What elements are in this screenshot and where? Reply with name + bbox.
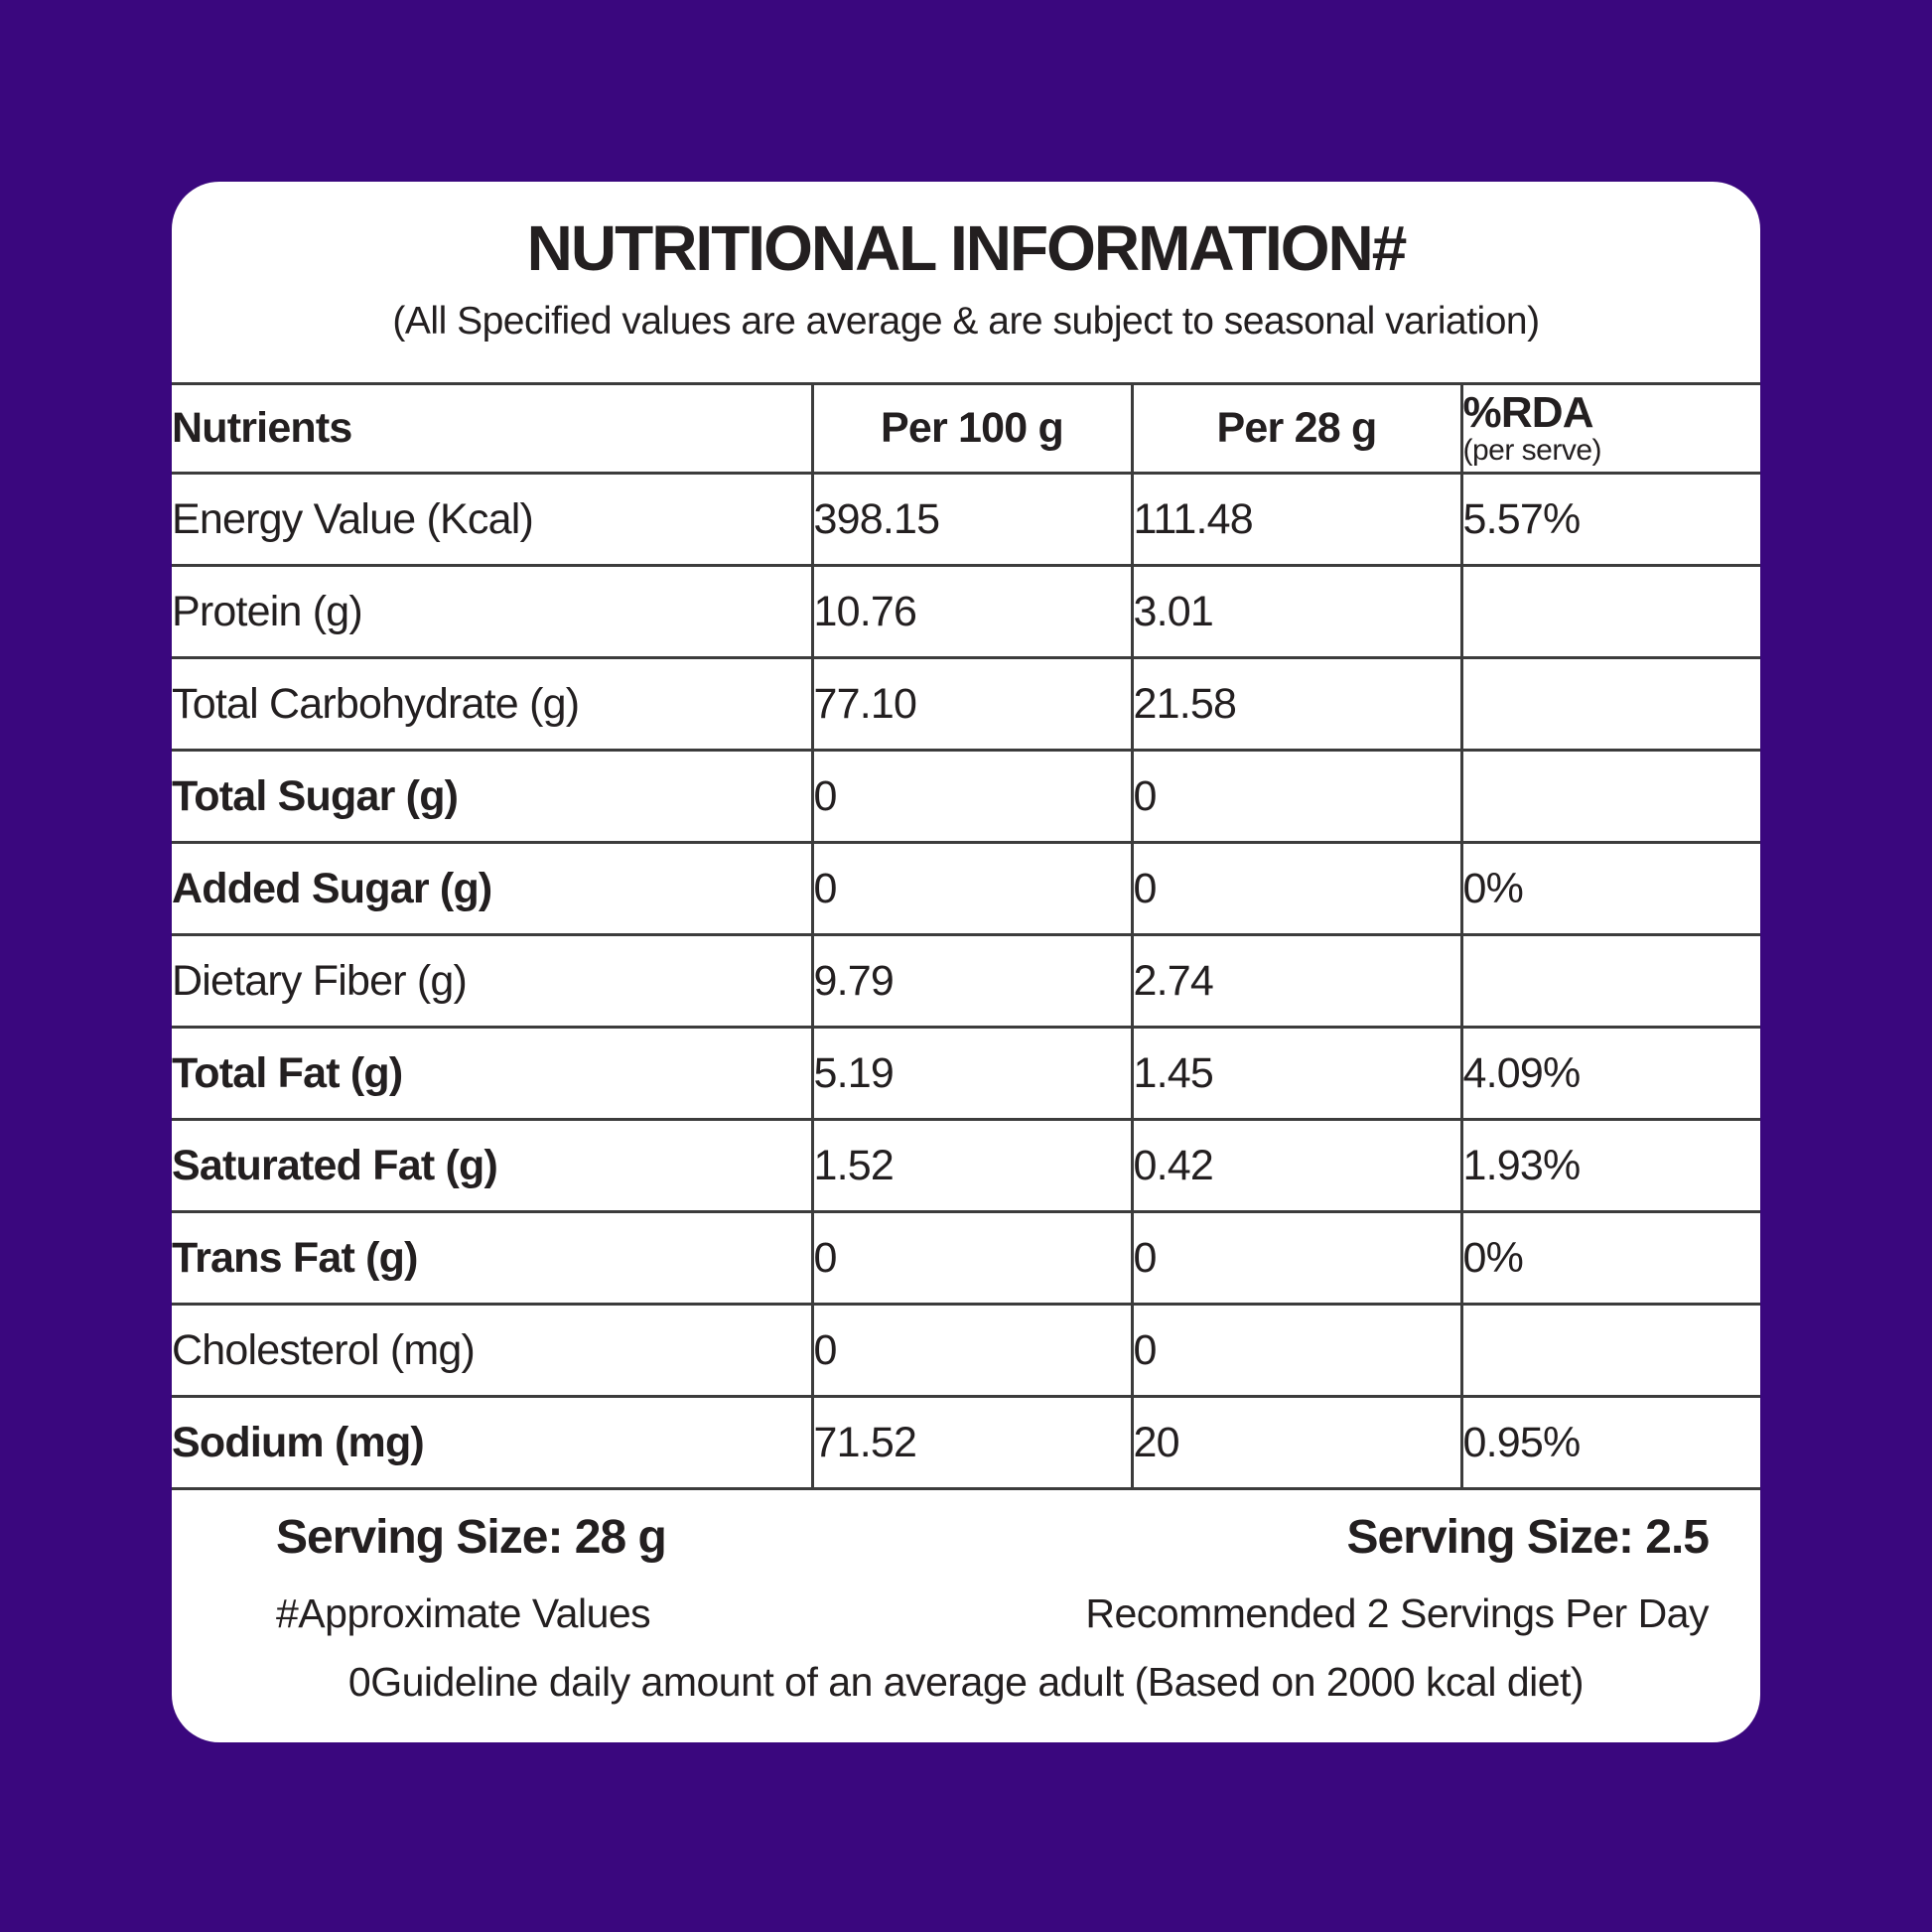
table-row — [172, 751, 1760, 843]
nutrient-label: Sodium (mg) — [172, 1418, 424, 1466]
approximate-values-note: #Approximate Values — [276, 1590, 651, 1637]
nutrient-label: Total Sugar (g) — [172, 771, 459, 820]
per-100g-value: 0 — [812, 1212, 1132, 1305]
per-28g-value: 3.01 — [1132, 566, 1461, 658]
serving-size-right: Serving Size: 2.5 — [1346, 1511, 1709, 1565]
guideline-note: 0Guideline daily amount of an average adult (Based on 2000 kcal diet) — [347, 1659, 1585, 1706]
page-subtitle: (All Specified values are average & are subject to seasonal variation) — [392, 300, 1540, 344]
header-nutrients: Nutrients — [172, 404, 352, 453]
per-100g-value: 9.79 — [812, 935, 1132, 1028]
serving-size-left: Serving Size: 28 g — [276, 1511, 666, 1565]
nutrition-table — [172, 382, 1760, 1490]
rda-value: 5.57% — [1461, 474, 1760, 566]
notes-row — [172, 1590, 1760, 1637]
per-100g-value: 0 — [812, 1305, 1132, 1397]
header-per-28g: Per 28 g — [1132, 384, 1461, 474]
table-row — [172, 1212, 1760, 1305]
rda-value — [1461, 566, 1760, 658]
per-100g-value: 10.76 — [812, 566, 1132, 658]
per-28g-value: 0 — [1132, 843, 1461, 935]
per-100g-value: 77.10 — [812, 658, 1132, 751]
table-row — [172, 843, 1760, 935]
table-header-row — [172, 384, 1760, 474]
per-100g-value: 0 — [812, 843, 1132, 935]
nutrient-label: Total Fat (g) — [172, 1048, 403, 1097]
nutrient-label: Cholesterol (mg) — [172, 1325, 476, 1374]
per-28g-value: 21.58 — [1132, 658, 1461, 751]
table-row — [172, 1120, 1760, 1212]
per-100g-value: 398.15 — [812, 474, 1132, 566]
nutrient-label: Energy Value (Kcal) — [172, 494, 534, 543]
per-100g-value: 1.52 — [812, 1120, 1132, 1212]
table-row — [172, 1305, 1760, 1397]
per-28g-value: 0 — [1132, 1212, 1461, 1305]
per-28g-value: 0.42 — [1132, 1120, 1461, 1212]
rda-value — [1461, 1305, 1760, 1397]
per-28g-value: 1.45 — [1132, 1028, 1461, 1120]
per-28g-value: 20 — [1132, 1397, 1461, 1489]
recommended-servings-note: Recommended 2 Servings Per Day — [1085, 1590, 1709, 1637]
table-row — [172, 474, 1760, 566]
per-28g-value: 0 — [1132, 751, 1461, 843]
table-row — [172, 566, 1760, 658]
nutrient-label: Added Sugar (g) — [172, 864, 492, 912]
nutrient-label: Protein (g) — [172, 587, 362, 635]
per-28g-value: 111.48 — [1132, 474, 1461, 566]
serving-size-row — [172, 1510, 1760, 1565]
nutrient-label: Saturated Fat (g) — [172, 1141, 498, 1189]
per-28g-value: 0 — [1132, 1305, 1461, 1397]
rda-value: 0.95% — [1461, 1397, 1760, 1489]
rda-value — [1461, 658, 1760, 751]
rda-value — [1461, 935, 1760, 1028]
page-title: NUTRITIONAL INFORMATION# — [526, 212, 1406, 284]
table-row — [172, 935, 1760, 1028]
nutrient-label: Trans Fat (g) — [172, 1233, 418, 1282]
rda-value: 1.93% — [1461, 1120, 1760, 1212]
rda-value — [1461, 751, 1760, 843]
table-row — [172, 658, 1760, 751]
header-rda-subtext: (per serve) — [1462, 433, 1602, 467]
header-rda — [1461, 384, 1760, 474]
header-per-100g: Per 100 g — [812, 384, 1132, 474]
nutrition-card — [172, 182, 1760, 1742]
per-100g-value: 0 — [812, 751, 1132, 843]
nutrient-label: Dietary Fiber (g) — [172, 956, 468, 1005]
rda-value: 4.09% — [1461, 1028, 1760, 1120]
per-100g-value: 5.19 — [812, 1028, 1132, 1120]
per-100g-value: 71.52 — [812, 1397, 1132, 1489]
rda-value: 0% — [1461, 1212, 1760, 1305]
nutrient-label: Total Carbohydrate (g) — [172, 679, 580, 728]
header-rda-label: %RDA — [1462, 387, 1593, 437]
table-row — [172, 1397, 1760, 1489]
table-row — [172, 1028, 1760, 1120]
per-28g-value: 2.74 — [1132, 935, 1461, 1028]
rda-value: 0% — [1461, 843, 1760, 935]
